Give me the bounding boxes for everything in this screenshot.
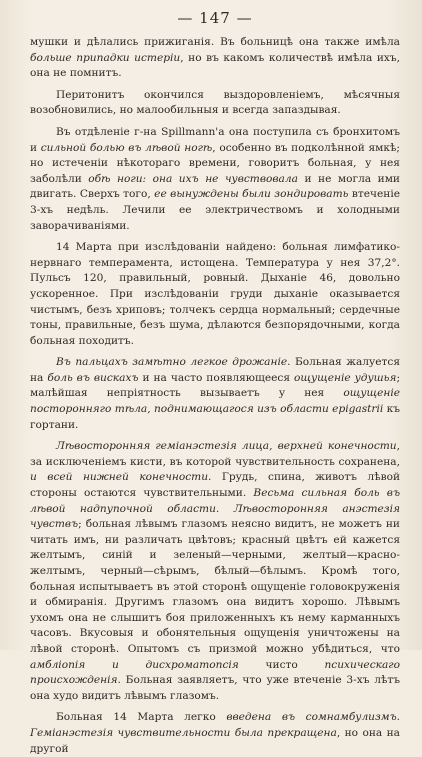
- paragraph: [30, 240, 400, 349]
- text-segment: и на часто появляющееся: [138, 371, 294, 384]
- paragraph: [30, 35, 400, 82]
- text-segment: . Больная заявляетъ, что уже втеченіе 3-хъ лѣтъ она худо видитъ лѣвымъ глазомъ.: [30, 674, 400, 702]
- emphasized-text: больше припадки истеріи: [30, 51, 181, 64]
- emphasized-text: ее вынуждены были зондировать: [154, 188, 349, 201]
- body-text: [30, 35, 400, 757]
- text-segment: ; больная лѣвымъ глазомъ неясно видитъ, не можетъ ни читать имъ, ни различать цвѣтовъ; красный цвѣтъ ей кажется желтымъ, синій и зеленый—черными, желтый—красно-желтымъ, черный—сѣрымъ, бѣлый—бѣлымъ. Кромѣ того, больная испытываетъ въ этой сторонѣ ощущеніе головокруженія и обмиранія. Другимъ глазомъ она видитъ хорошо. Лѣвымъ ухомъ она не слышитъ боя приложенныхъ къ нему карманныхъ часовъ. Вкусовыя и обонятельныя ощущенія уничтожены на лѣвой сторонѣ. Опытомъ съ призмой можно убѣдиться, что: [30, 518, 400, 655]
- text-segment: , но она на другой: [30, 726, 401, 755]
- emphasized-text: психическаго происхожденія: [30, 658, 400, 687]
- page-number: — 147 —: [177, 9, 253, 27]
- emphasized-text: Весьма сильная боль въ лѣвой надпупочной области. Лѣвосторонняя анэстезія чувствъ: [30, 487, 400, 531]
- paragraph: [30, 125, 400, 234]
- emphasized-text: обѣ ноги: она ихъ не чувствовала: [88, 172, 298, 185]
- emphasized-text: ощущеніе удушья: [294, 371, 397, 384]
- text-segment: къ гортани.: [30, 403, 400, 431]
- emphasized-text: и всей нижней конечности: [30, 471, 209, 484]
- text-segment: . Больная жалуется на: [30, 356, 401, 384]
- paragraph: [30, 88, 400, 119]
- paragraph: [30, 710, 400, 757]
- emphasized-text: Лѣвосторонняя геміанэстезія лица, верхней конечности: [56, 440, 397, 453]
- emphasized-text: боль въ вискахъ: [47, 371, 139, 384]
- emphasized-text: Въ пальцахъ замѣтно легкое дрожаніе: [56, 356, 288, 369]
- emphasized-text: амбліопія и дисхроматопсія: [30, 658, 239, 671]
- text-segment: чисто: [238, 658, 325, 671]
- text-segment: , за исключеніемъ кисти, въ которой чувствительность сохранена,: [30, 440, 400, 468]
- text-segment: мушки и дѣлались прижиганія. Въ больницѣ она также имѣла: [30, 36, 400, 48]
- emphasized-text: сильной болью въ лѣвой ногѣ: [40, 141, 213, 154]
- paragraph: [30, 355, 400, 433]
- text-segment: . Грудь, спина, животъ лѣвой стороны остаются чувствительными.: [30, 471, 401, 500]
- emphasized-text: ощущеніе посторонняго тѣла, поднимающагося изъ области epigastrii: [30, 387, 400, 416]
- text-segment: , но въ какомъ количествѣ имѣла ихъ, она не помнитъ.: [30, 51, 401, 80]
- text-segment: Перитонитъ окончился выздоровленіемъ, мѣсячныя возобновились, но малообильныя и всегда запаздывая.: [30, 88, 400, 117]
- text-segment: и не могла ими двигать. Сверхъ того,: [30, 172, 400, 201]
- emphasized-text: введена въ сомнамбулизмъ. Геміанэстезія чувствительности была прекращена: [30, 711, 400, 739]
- text-segment: ; малѣйшая непріятность вызываетъ у нея: [30, 371, 401, 400]
- text-segment: , особенно въ подколѣнной ямкѣ; но истеченіи нѣкотораго времени, говоритъ больная, у нея заболѣли: [30, 141, 400, 185]
- text-segment: 14 Марта при изслѣдованіи найдено: больная лимфатико-нервнаго темперамента, истощена. Температура у нея 37,2°. Пульсъ 120, правильный, ровный. Дыханіе 46, довольно ускоренное. При изслѣдованіи груди дыханіе оказывается чистымъ, безъ хриповъ; толчекъ сердца нормальный; сердечные тоны, правильные, безъ шума, дѣлаются безпорядочными, когда больная походитъ.: [30, 241, 400, 347]
- text-segment: Больная 14 Марта легко: [56, 711, 227, 724]
- text-segment: Въ отдѣленіе г-на Spillmann'а она поступила съ бронхитомъ и: [30, 125, 400, 154]
- paragraph: [30, 439, 400, 704]
- text-segment: втеченіе 3-хъ недѣль. Лечили ее электричествомъ и холодными заворачиваніями.: [30, 188, 400, 232]
